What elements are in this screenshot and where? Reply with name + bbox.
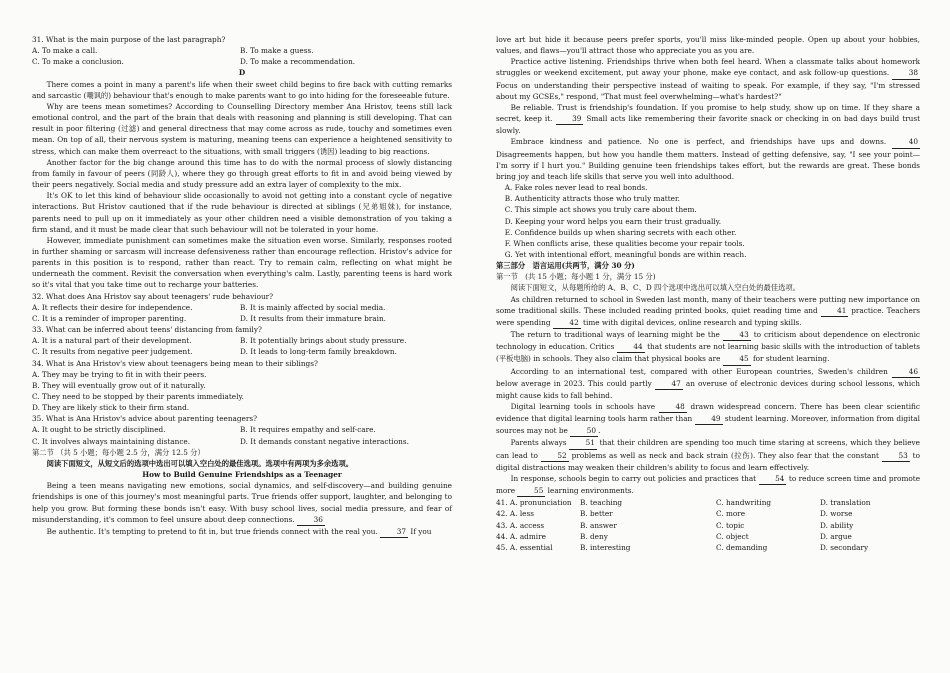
question-35: [32, 413, 452, 446]
answer-choices: [496, 182, 920, 260]
option-a: A. It reflects their desire for independence.: [32, 302, 193, 312]
article-text: Small acts like remembering their favorite snack or checking in on bad days build trust slowly.: [496, 114, 920, 136]
cloze-paragraph-4: [496, 401, 920, 437]
article-paragraph-1: [32, 480, 452, 526]
mc-option: C. handwriting: [716, 498, 772, 508]
article-paragraph-4: [496, 102, 920, 136]
cloze-text: The return to traditional ways of learning might be the: [510, 330, 720, 340]
article-text: If you: [410, 526, 432, 536]
passage-d-paragraph-3: Another factor for the big change around this time has to do with the normal process of slowly distancing from family in favour of peers (同龄人), where they go through great efforts to fit in and avoid being viewed by their peers negatively. Social media and study pressure add an extra layer of complexity to the mix.: [32, 157, 452, 190]
blank-41[interactable]: 41: [821, 305, 849, 317]
option-b: B. They will eventually grow out of it naturally.: [32, 380, 206, 390]
mc-option: D. argue: [820, 531, 852, 541]
mc-option: D. secondary: [820, 542, 869, 552]
choice-a: A. Fake roles never lead to real bonds.: [504, 183, 648, 193]
cloze-text: that students are not learning basic skills with the introduction of tablets (平板电脑) in schools. They also claim that physical books are: [496, 342, 921, 364]
choice-b: B. Authenticity attracts those who truly matter.: [504, 194, 680, 204]
cloze-text: .: [598, 426, 601, 436]
cloze-text: Digital learning tools in schools have: [510, 402, 656, 411]
cloze-text: to criticism about dependence on electronic technology in education. Critics: [496, 330, 920, 352]
question-31: [32, 34, 452, 67]
mc-option: D. worse: [820, 509, 853, 519]
passage-d-paragraph-2: Why are teens mean sometimes? According to Counselling Directory member Ana Hristov, teens still lack emotional control, and the part of the brain that deals with reasoning and planning is still developing. That can result in poor filtering (过滤) and general directness that may come across as rude, touchy and sometimes even mean. On top of all, their nervous system is maturing, meaning teens can experience a heightened sensitivity to stress, which can make them overreact to the situations, with small triggers (诱因) leading to big reactions.: [32, 101, 452, 156]
option-a: A. It is a natural part of their development.: [32, 336, 192, 346]
question-stem: 34. What is Ana Hristov's view about teenagers being mean to their siblings?: [32, 358, 318, 368]
mc-option: D. ability: [820, 520, 854, 530]
options: [32, 424, 452, 446]
blank-48[interactable]: 48: [659, 401, 687, 413]
mc-row-45: [496, 542, 920, 553]
article-paragraph-3: [496, 56, 920, 102]
options: [32, 302, 452, 324]
option-c: C. To make a conclusion.: [32, 57, 124, 67]
option-c: C. It is a reminder of improper parenting.: [32, 313, 187, 323]
options: [32, 45, 452, 67]
blank-53[interactable]: 53: [882, 450, 910, 462]
option-b: B. It potentially brings about study pressure.: [240, 336, 407, 346]
mc-option: 43. A. access: [496, 520, 545, 530]
option-a: A. To make a call.: [32, 46, 98, 56]
blank-54[interactable]: 54: [759, 473, 787, 485]
article-paragraph-5: [496, 136, 920, 182]
blank-45[interactable]: 45: [723, 353, 751, 365]
option-c: C. They need to be stopped by their parents immediately.: [32, 392, 244, 401]
mc-row-43: [496, 520, 920, 531]
cloze-paragraph-2: [496, 329, 920, 365]
article-text: Embrace kindness and patience. No one is perfect, and friendships have ups and downs.: [510, 137, 887, 147]
option-b: B. It requires empathy and self-care.: [240, 425, 376, 435]
option-c: C. It involves always maintaining distance.: [32, 436, 191, 446]
mc-option: D. translation: [820, 498, 871, 508]
mc-option: 44. A. admire: [496, 531, 546, 541]
mc-option: C. more: [716, 509, 746, 519]
article-text: Focus on understanding their perspective instead of waiting to speak. For example, if they say, "I'm stressed about my GCSEs," respond, "That must feel overwhelming—what's hardest?": [496, 80, 920, 101]
article-title: How to Build Genuine Friendships as a Teenager: [142, 470, 342, 480]
blank-55[interactable]: 55: [517, 485, 545, 497]
cloze-text: that their children are spending too much time staring at screens, which they believe can lead to: [496, 438, 920, 460]
option-d: D. It leads to long-term family breakdown.: [240, 347, 397, 357]
article-paragraph-2: [32, 526, 452, 538]
cloze-text: In response, schools begin to carry out policies and practices that: [510, 473, 757, 483]
blank-46[interactable]: 46: [892, 366, 920, 378]
mc-option: 41. A. pronunciation: [496, 498, 572, 508]
cloze-paragraph-3: [496, 366, 920, 401]
mc-option: B. deny: [580, 531, 608, 541]
article-paragraph-2-cont: love art but hide it because peers prefer sports, you'll miss like-minded people. Open up about your hobbies, values, and flaws—you'll attract those who appreciate you as you are.: [496, 35, 920, 56]
mc-row-42: [496, 508, 920, 519]
section-2-title: 第二节 （共 5 小题；每小题 2.5 分，满分 12.5 分）: [32, 447, 205, 457]
section-d-heading: D: [238, 68, 246, 78]
question-stem: 32. What does Ana Hristov say about teenagers' rude behaviour?: [32, 291, 274, 301]
choice-c: C. This simple act shows you truly care about them.: [504, 205, 697, 215]
cloze-text: time with digital devices, online research and typing skills.: [583, 317, 802, 327]
blank-47[interactable]: 47: [655, 378, 683, 390]
cloze-text: to digital distractions may weaken their children's ability to focus and learn effectively.: [496, 450, 920, 472]
option-d: D. To make a recommendation.: [240, 57, 356, 67]
cloze-text: practice. Teachers were spending: [496, 305, 920, 327]
mc-option: 42. A. less: [496, 509, 534, 519]
blank-43[interactable]: 43: [723, 329, 751, 341]
passage-d-paragraph-5: However, immediate punishment can sometimes make the situation even worse. Similarly, responses rooted in further shaming or sarcasm will increase defensiveness rather than encourage reflection. Hristov's advice for parents in this position is to respond, rather than react. Try to remain calm, reflecting on what might be underneath the comment. Revisit the conversation when everything's calm. Lastly, parenting teens is hard work so it's vital that you take time out to recharge your batteries.: [32, 235, 452, 290]
option-d: D. They are likely stick to their firm stand.: [32, 403, 190, 413]
mc-option: B. better: [580, 509, 613, 519]
cloze-text: Parents always: [510, 438, 567, 448]
section-1-title: 第一节 (共 15 小题；每小题 1 分，满分 15 分): [496, 272, 656, 282]
mc-option: B. teaching: [580, 498, 623, 508]
passage-d-paragraph-4: It's OK to let this kind of behaviour slide occasionally to avoid not getting into a constant cycle of negative interactions. But Hristov cautioned that if the rude behaviour is directed at siblings (兄弟姐妹), for instance, parents need to pull up on it immediately as your other children need a visible demonstration of you taking a firm stand, and it must be made clear that such behaviour will not be tolerated in your home.: [32, 191, 452, 234]
cloze-text: drawn widespread concern. There has been clear scientific evidence that digital learning tools harm rather than: [496, 402, 920, 424]
cloze-text: to reduce screen time and promote more: [496, 473, 921, 496]
option-c: C. It results from negative peer judgement.: [32, 347, 193, 357]
cloze-paragraph-5: [496, 437, 920, 472]
choice-d: D. Keeping your word helps you earn their trust gradually.: [504, 216, 722, 226]
cloze-text: According to an international test, compared with other European countries, Sweden's children: [510, 366, 888, 376]
mc-option: B. interesting: [580, 542, 631, 552]
blank-40[interactable]: 40: [892, 136, 920, 148]
cloze-paragraph-1: [496, 294, 920, 329]
question-34: [32, 358, 452, 414]
mc-option: C. demanding: [716, 542, 768, 552]
blank-37[interactable]: 37: [380, 526, 408, 538]
blank-44[interactable]: 44: [617, 341, 645, 353]
cloze-text: problems as well as neck and back strain (拉伤). They also fear that the constant: [571, 450, 879, 460]
blank-36[interactable]: 36: [297, 514, 325, 526]
question-stem: 31. What is the main purpose of the last paragraph?: [32, 35, 226, 44]
article-text: Be reliable. Trust is friendship's foundation. If you promise to help study, show up on time. If they share a secret, keep it.: [496, 102, 920, 124]
cloze-text: for student learning.: [752, 354, 830, 364]
part-3-title: 第三部分 语言运用(共两节，满分 30 分): [496, 261, 635, 271]
options: [32, 335, 452, 357]
mc-option: B. answer: [580, 520, 617, 530]
passage-d-paragraph-1: There comes a point in many a parent's life when their sweet child begins to fire back with cutting remarks and sarcastic (嘲讽的) behaviour that's enough to make parents want to go into hiding for the foreseeable future.: [32, 79, 452, 100]
article-text: Practice active listening. Friendships thrive when both feel heard. When a classmate talks about homework struggles or weekend excitement, put away your phone, make eye contact, and ask follow-up questions.: [496, 57, 920, 78]
blank-39[interactable]: 39: [556, 113, 584, 125]
blank-51[interactable]: 51: [569, 437, 597, 449]
article-text: Being a teen means navigating new emotions, social dynamics, and self-discovery—and building genuine friendships is one of this journey's most meaningful parts. True friends offer support, laughter, and belonging to help you grow. But forming these bonds isn't easy. With busy school lives, social media pressure, and fear of misunderstanding, it's common to feel unsure about deep connections.: [32, 481, 452, 524]
left-column: [32, 34, 452, 538]
option-b: B. It is mainly affected by social media.: [240, 302, 386, 312]
mc-option: 45. A. essential: [496, 542, 553, 552]
choice-g: G. Yet with intentional effort, meaningful bonds are within reach.: [504, 249, 747, 259]
option-a: A. It ought to be strictly disciplined.: [32, 425, 166, 435]
blank-50[interactable]: 50: [570, 425, 598, 437]
choice-f: F. When conflicts arise, these qualities become your repair tools.: [504, 238, 745, 248]
cloze-text: below average in 2023. This could partly: [496, 378, 652, 388]
cloze-paragraph-6: [496, 473, 920, 497]
option-b: B. To make a guess.: [240, 46, 314, 56]
option-a: A. They may be trying to fit in with their peers.: [32, 369, 207, 379]
option-d: D. It results from their immature brain.: [240, 313, 386, 323]
mc-row-41: [496, 497, 920, 508]
mc-row-44: [496, 531, 920, 542]
cloze-text: As children returned to school in Sweden last month, many of their teachers were putting new importance on some traditional skills. These included reading printed books, quiet reading time and: [496, 294, 920, 315]
cloze-text: learning environments.: [547, 486, 634, 496]
question-32: [32, 291, 452, 324]
question-stem: 33. What can be inferred about teens' distancing from family?: [32, 325, 262, 335]
section-1-instructions: 阅读下面短文，从每题所给的 A、B、C、D 四个选项中选出可以填入空白处的最佳选项。: [510, 283, 800, 293]
article-text: Disagreements happen, but how you handle them matters. Instead of getting defensive, say, "I see your point—I'm sorry if I hurt you." Building genuine teen friendships takes effort, but the rewards are great. These bonds bring joy and teach life skills that serve you well into adulthood.: [496, 149, 920, 181]
choice-e: E. Confidence builds up when sharing secrets with each other.: [504, 227, 737, 237]
question-33: [32, 324, 452, 357]
multiple-choice-options: [496, 497, 920, 553]
mc-option: C. topic: [716, 520, 745, 530]
article-text: Be authentic. It's tempting to pretend to fit in, but true friends connect with the real you.: [46, 526, 378, 536]
right-column: [496, 34, 920, 553]
blank-42[interactable]: 42: [553, 317, 581, 329]
cloze-text: student learning. Moreover, information from digital sources may not be: [496, 414, 920, 436]
blank-49[interactable]: 49: [695, 413, 723, 425]
mc-option: C. object: [716, 531, 749, 541]
blank-52[interactable]: 52: [541, 450, 569, 462]
option-d: D. It demands constant negative interactions.: [240, 436, 409, 446]
cloze-text: an overuse of electronic devices during school lessons, which might cause kids to fall behind.: [496, 378, 920, 400]
question-stem: 35. What is Ana Hristov's advice about parenting teenagers?: [32, 414, 258, 424]
section-2-instructions: 阅读下面短文，从短文后的选项中选出可以填入空白处的最佳选项。选项中有两项为多余选项。: [46, 458, 354, 468]
blank-38[interactable]: 38: [892, 67, 920, 79]
